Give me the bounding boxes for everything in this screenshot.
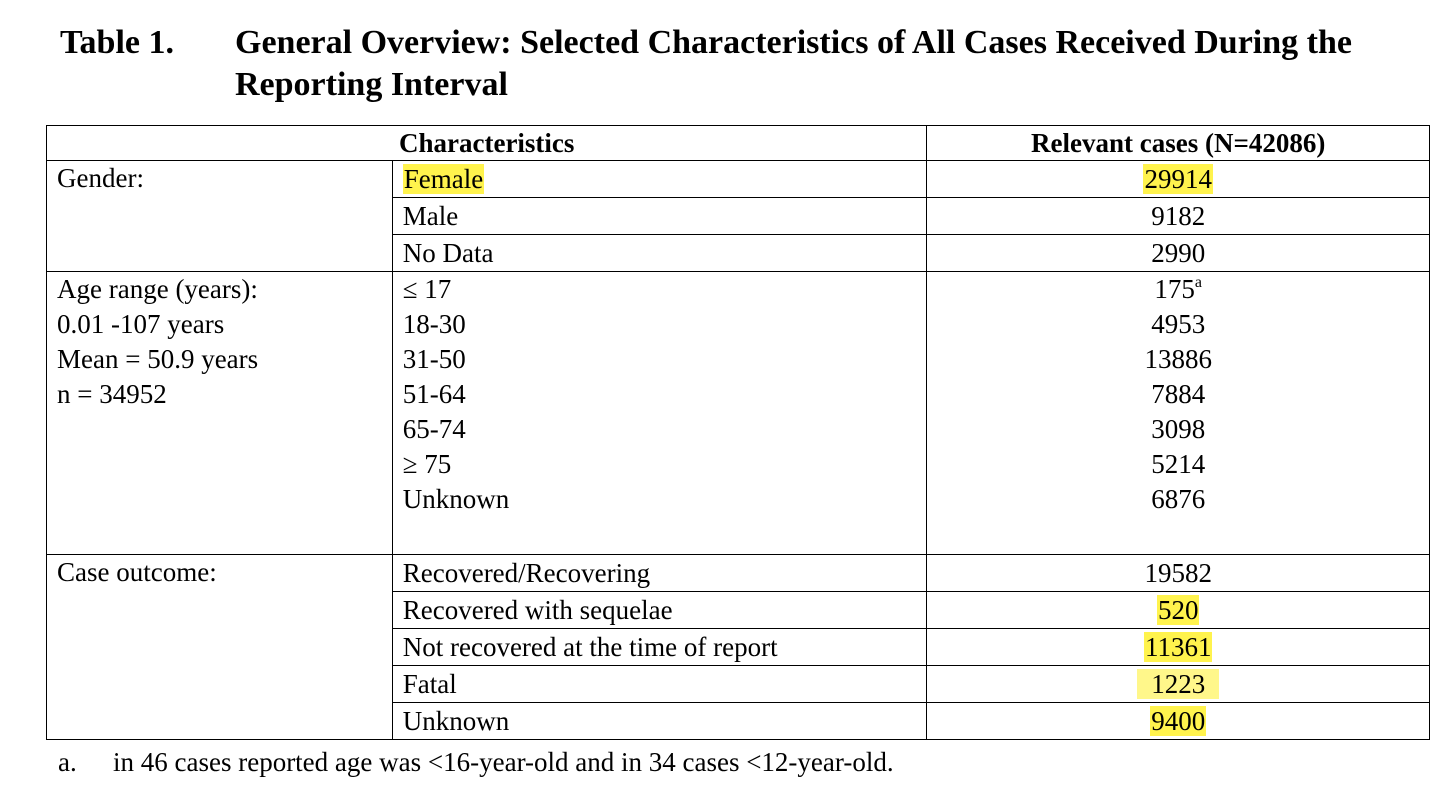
age-range-label: 31-50 xyxy=(402,344,466,374)
row-value: 9182 xyxy=(927,198,1430,235)
row-label: Recovered/Recovering xyxy=(392,555,927,592)
characteristics-table xyxy=(46,125,1430,740)
footnote-marker: a xyxy=(1194,274,1203,291)
highlight-sequelae-value: 520 xyxy=(1157,595,1199,625)
group-label-gender: Gender: xyxy=(47,161,393,272)
row-label: Male xyxy=(392,198,927,235)
row-label: No Data xyxy=(392,235,927,272)
header-relevant-cases: Relevant cases (N=42086) xyxy=(927,126,1430,161)
row-value: 19582 xyxy=(927,555,1430,592)
table-row-age-group xyxy=(47,272,1430,555)
row-value xyxy=(927,592,1430,629)
row-label: Unknown xyxy=(392,703,927,740)
age-label-line: Age range (years): xyxy=(57,274,258,304)
header-row xyxy=(47,126,1430,161)
footnote-text: in 46 cases reported age was <16-year-old and in 34 cases <12-year-old. xyxy=(113,747,894,777)
highlight-not-recovered-value: 11361 xyxy=(1144,632,1212,662)
row-value xyxy=(927,666,1430,703)
age-label-line: 0.01 -107 years xyxy=(57,309,225,339)
age-range-value xyxy=(927,272,1429,307)
age-range-value: 13886 xyxy=(1144,344,1212,374)
row-value: 2990 xyxy=(927,235,1430,272)
age-range-value: 3098 xyxy=(1151,414,1206,444)
table-number: Table 1. xyxy=(60,24,175,61)
group-label-age xyxy=(47,272,393,555)
group-label-outcome: Case outcome: xyxy=(47,555,393,740)
footnote-mark: a. xyxy=(58,747,77,777)
age-range-value: 6876 xyxy=(1151,484,1206,514)
age-range-label: 65-74 xyxy=(402,414,466,444)
age-range-label: 51-64 xyxy=(402,379,466,409)
highlight-unknown-value: 9400 xyxy=(1151,706,1206,736)
row-value xyxy=(927,629,1430,666)
table-row xyxy=(47,161,1430,198)
age-label-line: Mean = 50.9 years xyxy=(57,344,259,374)
age-range-value: 5214 xyxy=(1151,449,1206,479)
age-range-values xyxy=(927,272,1430,555)
row-label: Not recovered at the time of report xyxy=(392,629,927,666)
age-range-labels xyxy=(392,272,927,555)
highlight-female-value: 29914 xyxy=(1144,164,1212,194)
highlight-female: Female xyxy=(403,164,484,194)
row-value xyxy=(927,703,1430,740)
age-range-label: Unknown xyxy=(402,484,510,514)
footnote xyxy=(58,745,894,779)
age-range-label: 18-30 xyxy=(402,309,466,339)
age-label-line: n = 34952 xyxy=(57,379,167,409)
highlight-fatal-value: 1223 xyxy=(1137,669,1219,699)
table-row xyxy=(47,555,1430,592)
age-range-value: 4953 xyxy=(1151,309,1206,339)
row-value xyxy=(927,161,1430,198)
row-label xyxy=(392,161,927,198)
header-characteristics: Characteristics xyxy=(47,126,927,161)
age-range-label: ≤ 17 xyxy=(402,274,452,304)
row-label: Fatal xyxy=(392,666,927,703)
age-range-value: 7884 xyxy=(1151,379,1206,409)
row-label: Recovered with sequelae xyxy=(392,592,927,629)
table-title: General Overview: Selected Characteristics of All Cases Received During the Reporting Interval xyxy=(235,24,1352,103)
age-range-label: ≥ 75 xyxy=(402,449,452,479)
age-value-number: 175 xyxy=(1154,274,1195,304)
